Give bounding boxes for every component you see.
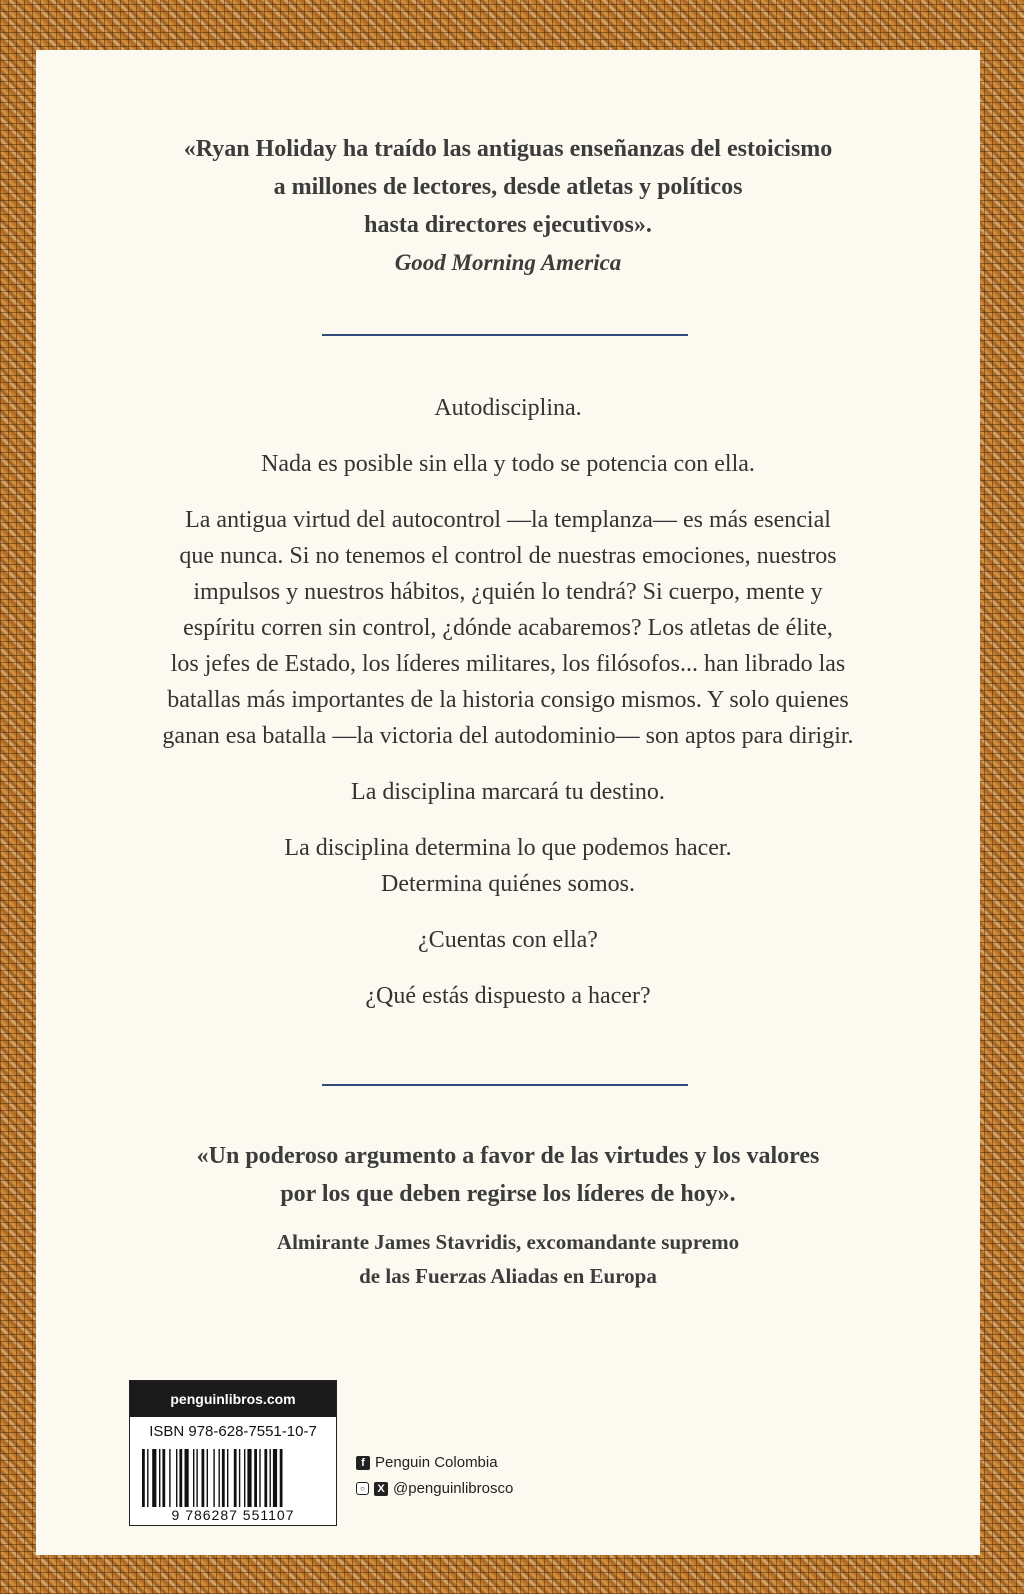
- blurb-paragraph: La disciplina marcará tu destino.: [351, 779, 665, 805]
- blurb-line: espíritu corren sin control, ¿dónde acabaremos? Los atletas de élite,: [183, 615, 833, 641]
- barcode-digits: 9 786287 551107: [130, 1507, 336, 1523]
- bottom-quote-source-line: de las Fuerzas Aliadas en Europa: [359, 1264, 657, 1288]
- barcode-icon: [140, 1449, 326, 1507]
- blurb-paragraph: [96, 830, 920, 902]
- back-cover-panel: [36, 50, 980, 1555]
- top-quote-source: Good Morning America: [394, 250, 622, 275]
- isbn-number: ISBN 978-628-7551-10-7: [149, 1423, 317, 1440]
- x-icon: X: [374, 1482, 388, 1496]
- isbn-barcode-box: [129, 1380, 337, 1526]
- instagram-icon: ○: [356, 1482, 369, 1495]
- social-handle: @penguinlibrosco: [393, 1480, 514, 1497]
- handle-row: [356, 1480, 513, 1497]
- blurb-line: que nunca. Si no tenemos el control de nuestras emociones, nuestros: [179, 543, 837, 569]
- top-quote-line: a millones de lectores, desde atletas y políticos: [273, 174, 743, 200]
- blurb-line: los jefes de Estado, los líderes militares, los filósofos... han librado las: [170, 651, 846, 677]
- blurb-paragraph: ¿Qué estás dispuesto a hacer?: [365, 983, 651, 1009]
- bottom-quote: [36, 1137, 980, 1213]
- blurb: [96, 390, 920, 1014]
- blurb-paragraph: ¿Cuentas con ella?: [418, 927, 598, 953]
- blurb-line: Determina quiénes somos.: [381, 871, 635, 897]
- blurb-line: impulsos y nuestros hábitos, ¿quién lo tendrá? Si cuerpo, mente y: [193, 579, 823, 605]
- bottom-quote-line: por los que deben regirse los líderes de hoy».: [280, 1181, 736, 1207]
- website-label: penguinlibros.com: [130, 1381, 336, 1417]
- facebook-row: [356, 1454, 498, 1471]
- blurb-paragraph: Nada es posible sin ella y todo se potencia con ella.: [261, 451, 755, 477]
- top-quote-line: hasta directores ejecutivos».: [364, 212, 652, 238]
- facebook-icon: f: [356, 1456, 370, 1470]
- divider-bottom: [322, 1084, 688, 1086]
- bottom-quote-source-line: Almirante James Stavridis, excomandante supremo: [276, 1230, 740, 1254]
- blurb-line: La antigua virtud del autocontrol —la templanza— es más esencial: [185, 507, 831, 533]
- facebook-label: Penguin Colombia: [375, 1454, 498, 1471]
- top-quote-line: «Ryan Holiday ha traído las antiguas enseñanzas del estoicismo: [183, 136, 833, 162]
- bottom-quote-line: «Un poderoso argumento a favor de las virtudes y los valores: [196, 1143, 820, 1169]
- blurb-line: ganan esa batalla —la victoria del autodominio— son aptos para dirigir.: [162, 723, 854, 749]
- blurb-line: La disciplina determina lo que podemos hacer.: [284, 835, 732, 861]
- top-quote: [36, 130, 980, 244]
- bottom-quote-source: [36, 1225, 980, 1293]
- blurb-heading: Autodisciplina.: [434, 395, 582, 421]
- divider-top: [322, 334, 688, 336]
- blurb-paragraph: [96, 502, 920, 754]
- blurb-line: batallas más importantes de la historia consigo mismos. Y solo quienes: [167, 687, 849, 713]
